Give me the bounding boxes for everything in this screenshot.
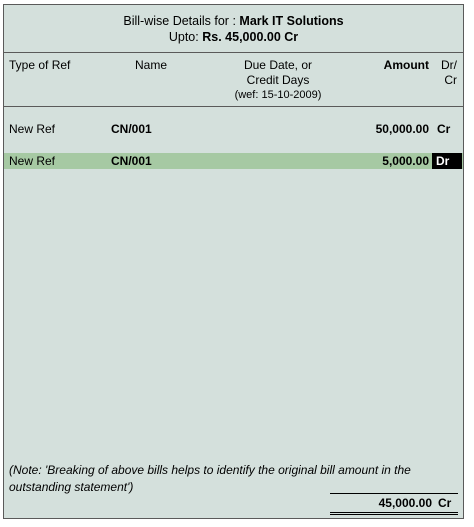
column-due-wef: (wef: 15-10-2009) [234,89,322,101]
upto-value: Rs. 45,000.00 Cr [202,30,299,44]
table-row-selected[interactable] [4,153,463,169]
total-divider-top [330,493,458,494]
party-name: Mark IT Solutions [239,14,344,28]
upto-label: Upto: [168,30,199,44]
row-type-of-ref[interactable]: New Ref [9,154,56,168]
column-drcr-line2: Cr [444,73,457,87]
total-row [330,495,458,511]
column-type-of-ref: Type of Ref [9,58,71,72]
column-due-line1: Due Date, or [243,58,313,72]
table-row[interactable] [4,121,463,137]
total-divider-bottom-2 [330,514,458,515]
header-title-prefix: Bill-wise Details for : [123,14,236,28]
column-dr-cr [435,58,457,88]
column-headers [4,53,463,107]
header-upto-line [4,30,463,44]
row-amount[interactable]: 50,000.00 [375,122,429,136]
column-name: Name [135,58,168,72]
row-name[interactable]: CN/001 [111,154,152,168]
column-due-date [222,58,334,103]
breakup-note: (Note: 'Breaking of above bills helps to identify the original bill amount in the outstanding statement') [9,463,411,494]
total-dr-cr: Cr [438,496,452,510]
column-amount: Amount [383,58,429,72]
row-dr-cr-active-field[interactable]: Dr [432,153,462,169]
row-name[interactable]: CN/001 [111,122,152,136]
column-drcr-line1: Dr/ [441,58,457,72]
panel-header [4,5,463,53]
bill-wise-details-panel [3,4,464,519]
row-dr-cr[interactable]: Cr [437,122,451,136]
row-type-of-ref[interactable]: New Ref [9,122,56,136]
column-due-line2: Credit Days [246,73,310,87]
total-divider-bottom-1 [330,512,458,513]
total-amount: 45,000.00 [378,496,432,510]
row-amount[interactable]: 5,000.00 [382,154,429,168]
header-title-line [4,14,463,28]
